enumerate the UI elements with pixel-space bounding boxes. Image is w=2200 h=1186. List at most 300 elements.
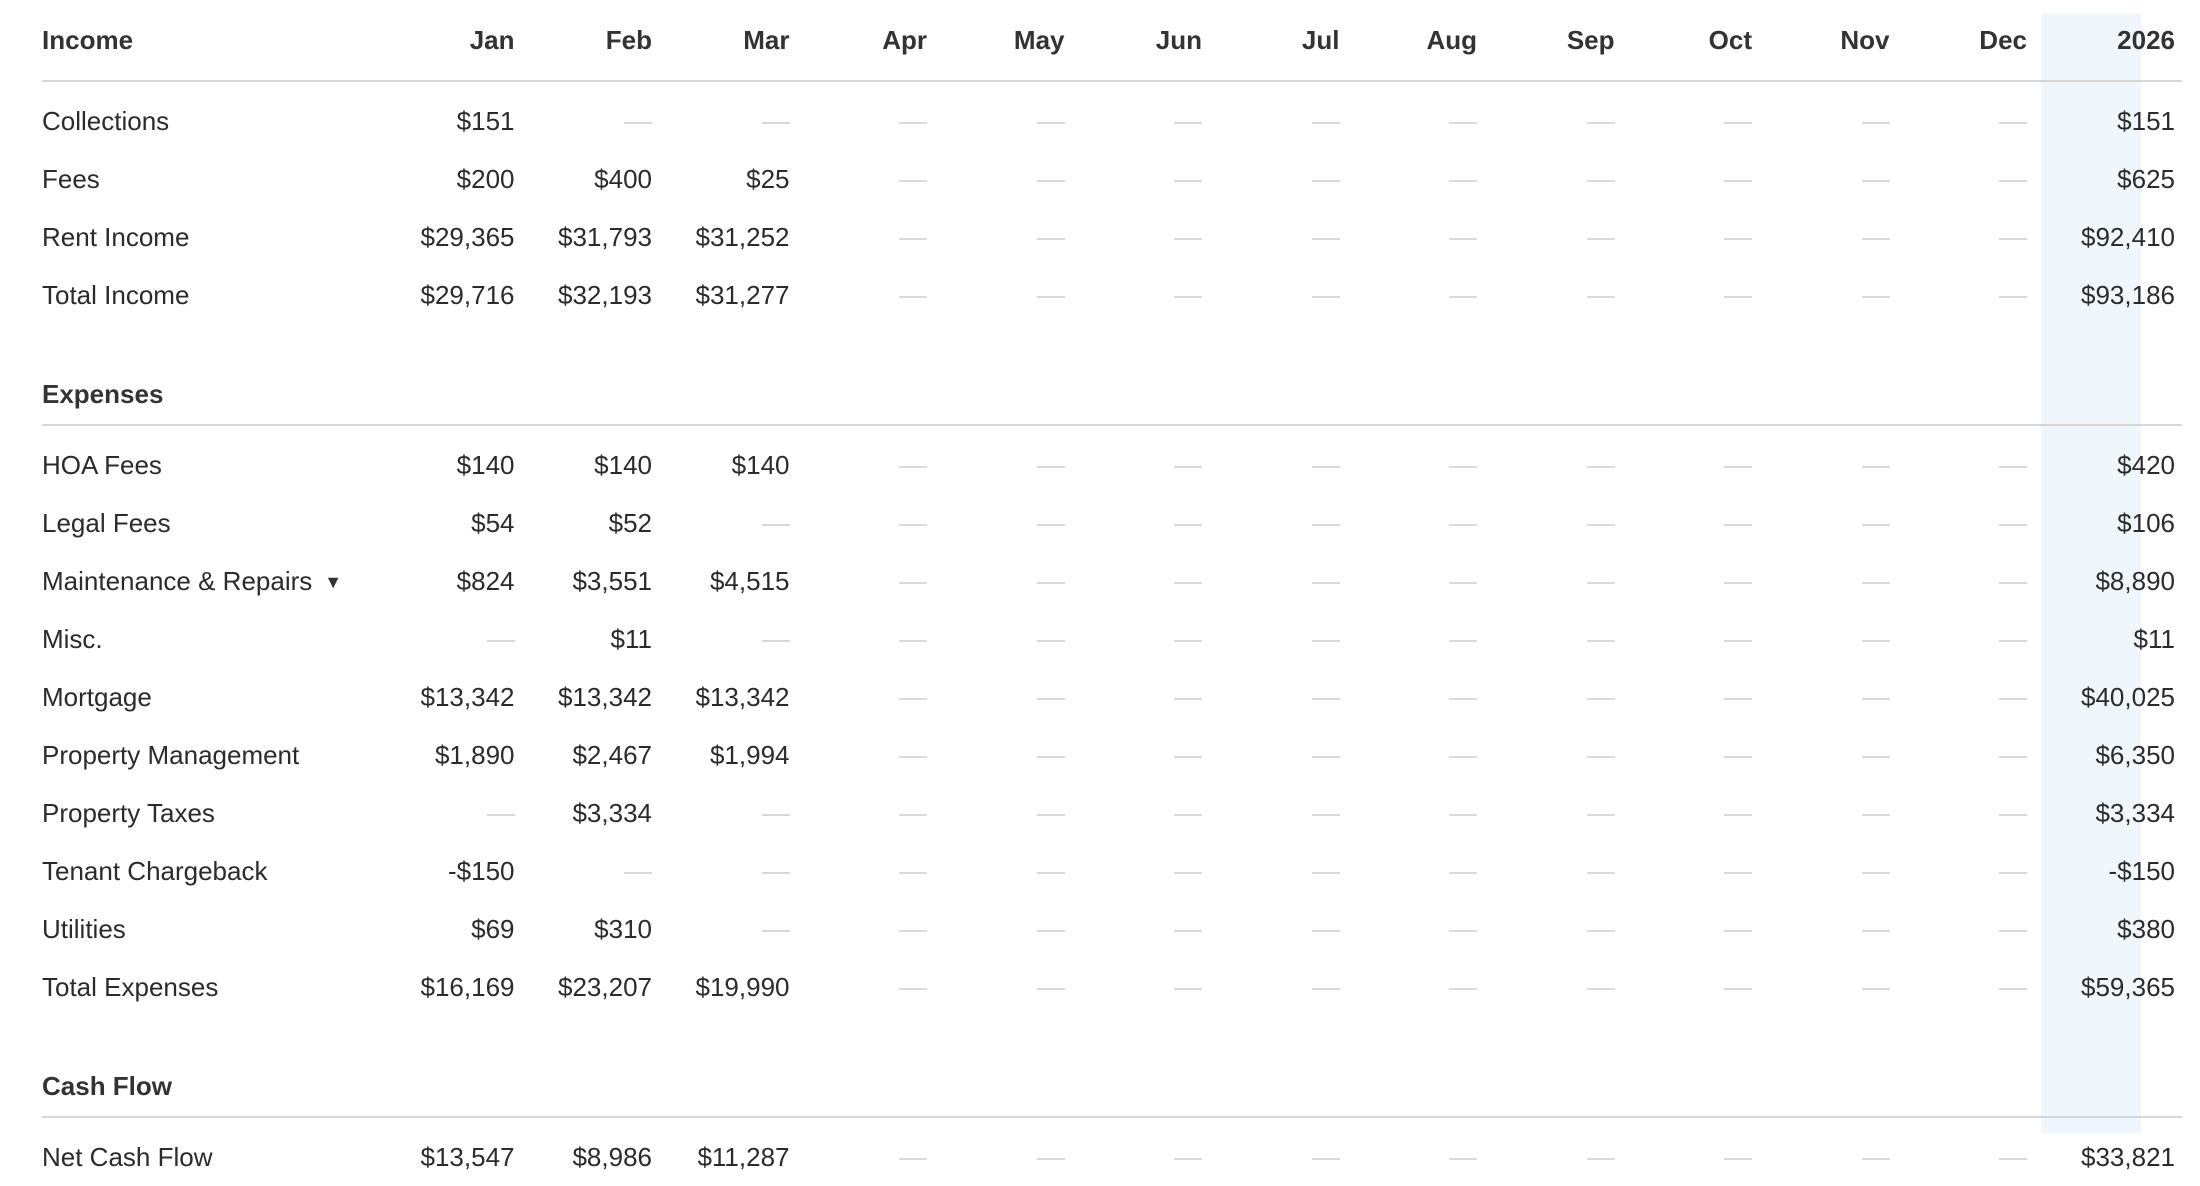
value-cell-2026: $93,186 — [2081, 280, 2175, 310]
dash-placeholder — [1449, 524, 1477, 526]
row-label — [42, 450, 377, 481]
dash-placeholder — [899, 698, 927, 700]
empty-value-dash — [377, 626, 515, 652]
dash-placeholder — [1174, 872, 1202, 874]
row-padding — [42, 1118, 2182, 1128]
dash-placeholder — [1587, 466, 1615, 468]
empty-value-dash — [790, 916, 928, 942]
column-header-oct: Oct — [1708, 25, 1752, 55]
empty-value-dash — [1340, 166, 1478, 192]
dash-placeholder — [1587, 640, 1615, 642]
value-cell-2026: $8,890 — [2095, 566, 2175, 596]
empty-value-dash — [790, 626, 928, 652]
dash-placeholder — [1312, 122, 1340, 124]
empty-value-dash — [1340, 742, 1478, 768]
column-header-jul: Jul — [1301, 25, 1340, 55]
dash-placeholder — [1449, 296, 1477, 298]
value-cell-mar: $11,287 — [697, 1142, 790, 1172]
row-label — [42, 106, 377, 137]
dash-placeholder — [1174, 296, 1202, 298]
dash-placeholder — [1999, 814, 2027, 816]
dash-placeholder — [1037, 238, 1065, 240]
empty-value-dash — [1477, 858, 1615, 884]
value-cell-feb: $3,551 — [572, 566, 652, 596]
empty-value-dash — [1890, 916, 2028, 942]
row-label-text: HOA Fees — [42, 449, 162, 480]
empty-value-dash — [1890, 1144, 2028, 1170]
value-cell-feb: $3,334 — [572, 798, 652, 828]
dash-placeholder — [1449, 238, 1477, 240]
row-label — [42, 914, 377, 945]
dash-placeholder — [1174, 180, 1202, 182]
value-cell-jan: $29,716 — [420, 280, 515, 310]
dash-placeholder — [1587, 582, 1615, 584]
row-label[interactable] — [42, 566, 377, 597]
dash-placeholder — [1037, 122, 1065, 124]
dash-placeholder — [1587, 238, 1615, 240]
table-row-rent-income — [42, 208, 2182, 266]
value-cell-feb: $23,207 — [558, 972, 652, 1002]
empty-value-dash — [927, 684, 1065, 710]
dash-placeholder — [1174, 466, 1202, 468]
value-cell-mar: $25 — [746, 164, 790, 194]
dash-placeholder — [624, 122, 652, 124]
empty-value-dash — [927, 742, 1065, 768]
dash-placeholder — [1999, 1158, 2027, 1160]
row-label — [42, 856, 377, 887]
empty-value-dash — [1202, 742, 1340, 768]
empty-value-dash — [515, 108, 653, 134]
empty-value-dash — [1202, 626, 1340, 652]
section-title: Income — [42, 24, 134, 55]
empty-value-dash — [1065, 452, 1203, 478]
value-cell-jan: $13,547 — [420, 1142, 515, 1172]
dash-placeholder — [1587, 122, 1615, 124]
dash-placeholder — [624, 872, 652, 874]
dash-placeholder — [762, 872, 790, 874]
empty-value-dash — [1340, 974, 1478, 1000]
dash-placeholder — [762, 930, 790, 932]
dash-placeholder — [1449, 122, 1477, 124]
table-row-property-management — [42, 726, 2182, 784]
dash-placeholder — [1724, 930, 1752, 932]
empty-value-dash — [652, 108, 790, 134]
value-cell-jan: $29,365 — [420, 222, 515, 252]
empty-value-dash — [790, 108, 928, 134]
dash-placeholder — [1587, 814, 1615, 816]
empty-value-dash — [790, 568, 928, 594]
empty-value-dash — [1752, 166, 1890, 192]
empty-value-dash — [1752, 626, 1890, 652]
empty-value-dash — [790, 800, 928, 826]
empty-value-dash — [1065, 166, 1203, 192]
dash-placeholder — [1037, 180, 1065, 182]
value-cell-feb: $400 — [594, 164, 652, 194]
empty-value-dash — [1752, 510, 1890, 536]
row-label-text: Rent Income — [42, 221, 190, 252]
dash-placeholder — [1862, 814, 1890, 816]
table-row-total-income — [42, 266, 2182, 324]
empty-value-dash — [1752, 684, 1890, 710]
dash-placeholder — [1037, 296, 1065, 298]
value-cell-feb: $2,467 — [572, 740, 652, 770]
dash-placeholder — [1312, 988, 1340, 990]
empty-value-dash — [1340, 800, 1478, 826]
empty-value-dash — [1202, 452, 1340, 478]
dash-placeholder — [1999, 756, 2027, 758]
dash-placeholder — [1724, 1158, 1752, 1160]
dash-placeholder — [1037, 698, 1065, 700]
value-cell-2026: $6,350 — [2095, 740, 2175, 770]
column-header-apr: Apr — [882, 25, 927, 55]
dash-placeholder — [899, 756, 927, 758]
empty-value-dash — [1477, 108, 1615, 134]
dash-placeholder — [1312, 1158, 1340, 1160]
empty-value-dash — [1340, 510, 1478, 536]
empty-value-dash — [1752, 858, 1890, 884]
empty-value-dash — [1065, 800, 1203, 826]
empty-value-dash — [1615, 626, 1753, 652]
empty-value-dash — [1890, 452, 2028, 478]
empty-value-dash — [1202, 684, 1340, 710]
row-label-text: Legal Fees — [42, 507, 171, 538]
empty-value-dash — [1615, 166, 1753, 192]
row-label — [42, 740, 377, 771]
row-label — [42, 682, 377, 713]
empty-value-dash — [790, 224, 928, 250]
dash-placeholder — [1587, 988, 1615, 990]
empty-value-dash — [927, 166, 1065, 192]
empty-value-dash — [1477, 224, 1615, 250]
dash-placeholder — [899, 814, 927, 816]
row-label — [42, 164, 377, 195]
empty-value-dash — [1340, 108, 1478, 134]
dash-placeholder — [1037, 814, 1065, 816]
column-header-jan: Jan — [469, 25, 515, 55]
dash-placeholder — [1312, 466, 1340, 468]
dash-placeholder — [1724, 756, 1752, 758]
dash-placeholder — [1312, 296, 1340, 298]
empty-value-dash — [1477, 974, 1615, 1000]
value-cell-jan: $54 — [471, 508, 515, 538]
dash-placeholder — [487, 640, 515, 642]
dash-placeholder — [1862, 296, 1890, 298]
dash-placeholder — [1174, 640, 1202, 642]
value-cell-2026: $625 — [2117, 164, 2175, 194]
row-label-text: Net Cash Flow — [42, 1141, 213, 1172]
value-cell-2026: $92,410 — [2081, 222, 2175, 252]
dash-placeholder — [1037, 872, 1065, 874]
value-cell-feb: $31,793 — [558, 222, 652, 252]
empty-value-dash — [1615, 800, 1753, 826]
empty-value-dash — [1065, 626, 1203, 652]
column-header-feb: Feb — [605, 25, 652, 55]
row-label — [42, 1142, 377, 1173]
dash-placeholder — [1587, 756, 1615, 758]
dash-placeholder — [1862, 180, 1890, 182]
empty-value-dash — [1202, 974, 1340, 1000]
dash-placeholder — [1037, 466, 1065, 468]
dash-placeholder — [762, 814, 790, 816]
value-cell-jan: $200 — [456, 164, 515, 194]
dash-placeholder — [1449, 814, 1477, 816]
empty-value-dash — [1615, 568, 1753, 594]
empty-value-dash — [652, 626, 790, 652]
empty-value-dash — [1065, 282, 1203, 308]
empty-value-dash — [790, 1144, 928, 1170]
dash-placeholder — [1724, 582, 1752, 584]
empty-value-dash — [1890, 742, 2028, 768]
section-spacer — [42, 324, 2182, 364]
row-label-text: Maintenance & Repairs — [42, 565, 313, 596]
empty-value-dash — [790, 510, 928, 536]
dash-placeholder — [1999, 466, 2027, 468]
empty-value-dash — [1340, 858, 1478, 884]
value-cell-jan: $151 — [456, 106, 515, 136]
empty-value-dash — [1477, 1144, 1615, 1170]
value-cell-2026: $59,365 — [2081, 972, 2175, 1002]
value-cell-mar: $140 — [731, 450, 790, 480]
value-cell-2026: $151 — [2117, 106, 2175, 136]
dash-placeholder — [899, 122, 927, 124]
dash-placeholder — [1449, 640, 1477, 642]
dash-placeholder — [1174, 930, 1202, 932]
empty-value-dash — [652, 916, 790, 942]
caret-down-icon[interactable]: ▼ — [324, 571, 343, 592]
dash-placeholder — [899, 180, 927, 182]
dash-placeholder — [1724, 698, 1752, 700]
empty-value-dash — [1890, 568, 2028, 594]
empty-value-dash — [927, 510, 1065, 536]
column-header-sep: Sep — [1566, 25, 1615, 55]
empty-value-dash — [1202, 108, 1340, 134]
row-label — [42, 798, 377, 829]
value-cell-2026: $420 — [2117, 450, 2175, 480]
empty-value-dash — [515, 858, 653, 884]
table-row-fees — [42, 150, 2182, 208]
empty-value-dash — [1752, 800, 1890, 826]
dash-placeholder — [1449, 1158, 1477, 1160]
dash-placeholder — [1862, 988, 1890, 990]
empty-value-dash — [1890, 224, 2028, 250]
column-header-dec: Dec — [1979, 25, 2027, 55]
dash-placeholder — [1312, 180, 1340, 182]
value-cell-jan: -$150 — [448, 856, 515, 886]
value-cell-mar: $31,252 — [695, 222, 790, 252]
empty-value-dash — [1202, 858, 1340, 884]
empty-value-dash — [1752, 1144, 1890, 1170]
dash-placeholder — [1862, 756, 1890, 758]
value-cell-mar: $31,277 — [695, 280, 790, 310]
dash-placeholder — [1312, 524, 1340, 526]
row-label — [42, 222, 377, 253]
row-label-text: Total Expenses — [42, 971, 219, 1002]
empty-value-dash — [1065, 568, 1203, 594]
value-cell-jan: $69 — [471, 914, 515, 944]
dash-placeholder — [1862, 524, 1890, 526]
empty-value-dash — [1615, 108, 1753, 134]
row-label-text: Utilities — [42, 913, 126, 944]
empty-value-dash — [1202, 568, 1340, 594]
empty-value-dash — [1752, 974, 1890, 1000]
empty-value-dash — [652, 800, 790, 826]
section-header-expenses — [42, 364, 2182, 426]
empty-value-dash — [1890, 166, 2028, 192]
dash-placeholder — [1312, 756, 1340, 758]
dash-placeholder — [1999, 296, 2027, 298]
dash-placeholder — [1449, 582, 1477, 584]
empty-value-dash — [1202, 224, 1340, 250]
dash-placeholder — [762, 640, 790, 642]
empty-value-dash — [1340, 1144, 1478, 1170]
empty-value-dash — [1202, 1144, 1340, 1170]
dash-placeholder — [1999, 180, 2027, 182]
value-cell-jan: $16,169 — [420, 972, 515, 1002]
value-cell-2026: $11 — [2133, 624, 2175, 654]
empty-value-dash — [1615, 974, 1753, 1000]
empty-value-dash — [927, 800, 1065, 826]
dash-placeholder — [1724, 296, 1752, 298]
section-title: Cash Flow — [42, 1070, 173, 1101]
table-row-property-taxes — [42, 784, 2182, 842]
empty-value-dash — [1477, 510, 1615, 536]
empty-value-dash — [1477, 452, 1615, 478]
empty-value-dash — [790, 684, 928, 710]
value-cell-2026: $380 — [2117, 914, 2175, 944]
row-label — [42, 624, 377, 655]
dash-placeholder — [487, 814, 515, 816]
empty-value-dash — [1890, 626, 2028, 652]
cash-flow-table — [42, 0, 2182, 1186]
dash-placeholder — [1999, 698, 2027, 700]
empty-value-dash — [1752, 742, 1890, 768]
dash-placeholder — [1037, 524, 1065, 526]
empty-value-dash — [1340, 568, 1478, 594]
empty-value-dash — [1065, 742, 1203, 768]
empty-value-dash — [1340, 916, 1478, 942]
row-label-text: Property Taxes — [42, 797, 215, 828]
dash-placeholder — [1862, 466, 1890, 468]
empty-value-dash — [1065, 224, 1203, 250]
empty-value-dash — [927, 626, 1065, 652]
value-cell-2026: $3,334 — [2095, 798, 2175, 828]
table-row-total-expenses — [42, 958, 2182, 1016]
empty-value-dash — [1202, 800, 1340, 826]
dash-placeholder — [1312, 698, 1340, 700]
dash-placeholder — [1312, 930, 1340, 932]
value-cell-feb: $52 — [608, 508, 652, 538]
empty-value-dash — [1752, 108, 1890, 134]
empty-value-dash — [1615, 858, 1753, 884]
empty-value-dash — [1615, 916, 1753, 942]
table-row-collections — [42, 92, 2182, 150]
dash-placeholder — [1724, 988, 1752, 990]
dash-placeholder — [1724, 466, 1752, 468]
empty-value-dash — [652, 858, 790, 884]
dash-placeholder — [1037, 756, 1065, 758]
dash-placeholder — [1724, 122, 1752, 124]
table-row-maintenance-and-repairs[interactable] — [42, 552, 2182, 610]
value-cell-feb: $13,342 — [558, 682, 652, 712]
empty-value-dash — [1065, 974, 1203, 1000]
empty-value-dash — [1615, 224, 1753, 250]
row-padding — [42, 82, 2182, 92]
dash-placeholder — [1999, 640, 2027, 642]
dash-placeholder — [1174, 582, 1202, 584]
dash-placeholder — [1724, 180, 1752, 182]
dash-placeholder — [1037, 582, 1065, 584]
dash-placeholder — [899, 640, 927, 642]
dash-placeholder — [899, 466, 927, 468]
value-cell-jan: $824 — [456, 566, 515, 596]
empty-value-dash — [790, 974, 928, 1000]
empty-value-dash — [1477, 684, 1615, 710]
dash-placeholder — [1724, 238, 1752, 240]
empty-value-dash — [1340, 452, 1478, 478]
empty-value-dash — [1615, 510, 1753, 536]
empty-value-dash — [1202, 916, 1340, 942]
dash-placeholder — [1174, 988, 1202, 990]
table-row-hoa-fees — [42, 436, 2182, 494]
value-cell-2026: $33,821 — [2081, 1142, 2175, 1172]
value-cell-feb: $310 — [594, 914, 652, 944]
column-header-2026: 2026 — [2117, 25, 2175, 55]
empty-value-dash — [1752, 916, 1890, 942]
row-label-text: Property Management — [42, 739, 300, 770]
empty-value-dash — [1477, 742, 1615, 768]
value-cell-jan: $140 — [456, 450, 515, 480]
empty-value-dash — [1615, 1144, 1753, 1170]
dash-placeholder — [899, 238, 927, 240]
row-label-text: Fees — [42, 163, 100, 194]
empty-value-dash — [377, 800, 515, 826]
value-cell-2026: $40,025 — [2081, 682, 2175, 712]
table-row-mortgage — [42, 668, 2182, 726]
dash-placeholder — [1724, 524, 1752, 526]
empty-value-dash — [1202, 282, 1340, 308]
empty-value-dash — [1202, 166, 1340, 192]
empty-value-dash — [1340, 224, 1478, 250]
empty-value-dash — [1065, 916, 1203, 942]
column-header-mar: Mar — [743, 25, 790, 55]
empty-value-dash — [927, 224, 1065, 250]
empty-value-dash — [1477, 916, 1615, 942]
empty-value-dash — [1065, 684, 1203, 710]
dash-placeholder — [1312, 238, 1340, 240]
empty-value-dash — [1065, 858, 1203, 884]
value-cell-feb: $140 — [594, 450, 652, 480]
empty-value-dash — [1615, 282, 1753, 308]
empty-value-dash — [1065, 1144, 1203, 1170]
value-cell-feb: $32,193 — [558, 280, 652, 310]
dash-placeholder — [899, 582, 927, 584]
dash-placeholder — [1862, 238, 1890, 240]
dash-placeholder — [1174, 122, 1202, 124]
dash-placeholder — [899, 930, 927, 932]
row-label-text: Mortgage — [42, 681, 152, 712]
empty-value-dash — [1890, 108, 2028, 134]
empty-value-dash — [927, 452, 1065, 478]
dash-placeholder — [1037, 988, 1065, 990]
dash-placeholder — [1174, 814, 1202, 816]
value-cell-feb: $8,986 — [572, 1142, 652, 1172]
dash-placeholder — [1312, 640, 1340, 642]
empty-value-dash — [927, 858, 1065, 884]
dash-placeholder — [1999, 930, 2027, 932]
empty-value-dash — [790, 166, 928, 192]
section-title: Expenses — [42, 378, 164, 409]
empty-value-dash — [790, 858, 928, 884]
